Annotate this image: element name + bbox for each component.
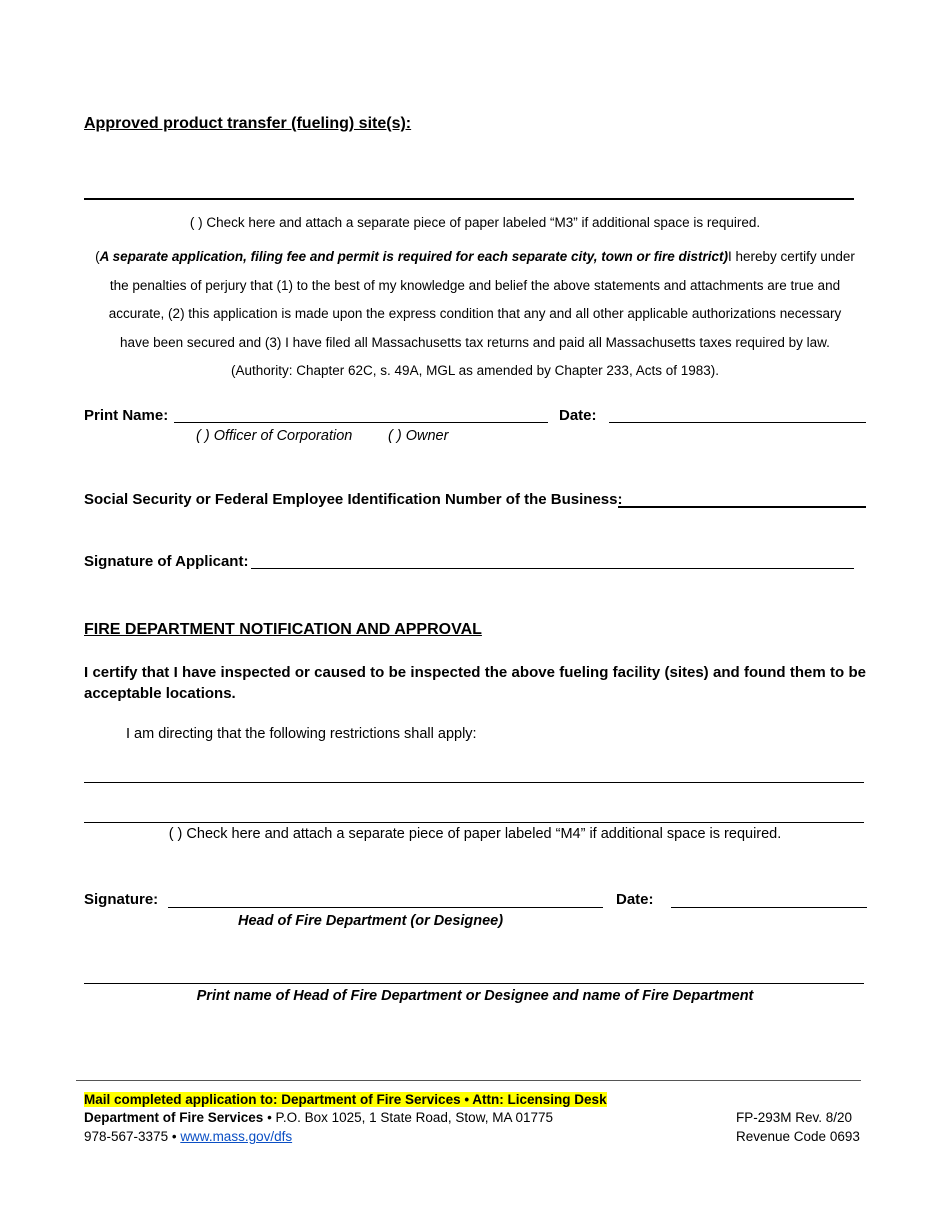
check-m4-text: ( ) Check here and attach a separate piece of paper labeled “M4” if additional space is required. bbox=[168, 826, 782, 842]
restrictions-text: I am directing that the following restrictions shall apply: bbox=[126, 726, 477, 742]
dept-address: • P.O. Box 1025, 1 State Road, Stow, MA 01775 bbox=[263, 1110, 553, 1125]
print-name-fire-caption: Print name of Head of Fire Department or Designee and name of Fire Department bbox=[196, 988, 754, 1004]
mail-instruction-text: Mail completed application to: Department of Fire Services • Attn: Licensing Desk bbox=[84, 1092, 607, 1107]
sites-heading: Approved product transfer (fueling) site(s): bbox=[84, 115, 412, 132]
certification-line-4: have been secured and (3) I have filed all Massachusetts tax returns and paid all Massachusetts taxes required by law. bbox=[120, 334, 830, 350]
applicant-signature-label: Signature of Applicant: bbox=[84, 553, 249, 570]
phone-number: 978-567-3375 • bbox=[84, 1129, 181, 1144]
certification-line-1 bbox=[76, 243, 874, 272]
restrictions-line-2[interactable] bbox=[84, 822, 864, 823]
ssn-field[interactable] bbox=[618, 506, 866, 508]
head-of-fire-caption: Head of Fire Department (or Designee) bbox=[238, 913, 504, 929]
sites-entry-line[interactable] bbox=[84, 198, 854, 200]
certification-line-3: accurate, (2) this application is made upon the express condition that any and all other applicable authorizations necessary bbox=[108, 306, 842, 321]
footer-divider bbox=[76, 1080, 861, 1081]
form-number: FP-293M Rev. 8/20 bbox=[736, 1110, 853, 1125]
dept-address-line bbox=[84, 1110, 553, 1125]
mail-instruction bbox=[84, 1091, 607, 1109]
fire-dept-heading: FIRE DEPARTMENT NOTIFICATION AND APPROVAL bbox=[84, 621, 482, 638]
contact-line bbox=[84, 1129, 292, 1144]
website-link[interactable]: www.mass.gov/dfs bbox=[180, 1129, 293, 1144]
separate-application-note: A separate application, filing fee and permit is required for each separate city, town or fire district) bbox=[99, 249, 729, 264]
date-label: Date: bbox=[559, 407, 597, 424]
revenue-code: Revenue Code 0693 bbox=[736, 1129, 860, 1144]
print-name-label: Print Name: bbox=[84, 407, 169, 424]
check-m3-text: ( ) Check here and attach a separate piece of paper labeled “M3” if additional space is required. bbox=[189, 215, 761, 230]
officer-checkbox[interactable]: ( ) Officer of Corporation bbox=[196, 428, 353, 444]
fire-date-label: Date: bbox=[616, 891, 654, 908]
ssn-label: Social Security or Federal Employee Identification Number of the Business: bbox=[84, 491, 623, 508]
fire-signature-field[interactable] bbox=[168, 907, 603, 908]
fire-dept-certify: I certify that I have inspected or caused to be inspected the above fueling facility (sites) and found them to be acceptable locations. bbox=[84, 664, 866, 702]
owner-checkbox[interactable]: ( ) Owner bbox=[388, 428, 449, 444]
print-name-field[interactable] bbox=[174, 422, 548, 423]
fire-date-field[interactable] bbox=[671, 907, 867, 908]
dept-name: Department of Fire Services bbox=[84, 1110, 264, 1125]
print-name-fire-field[interactable] bbox=[84, 983, 864, 984]
open-paren: ( bbox=[95, 249, 100, 264]
applicant-signature-field[interactable] bbox=[251, 568, 854, 569]
certification-line-2: the penalties of perjury that (1) to the best of my knowledge and belief the above statements and attachments are true and bbox=[109, 277, 841, 293]
certify-start: I hereby certify under bbox=[728, 249, 855, 264]
certification-block bbox=[76, 243, 874, 386]
authority-line: (Authority: Chapter 62C, s. 49A, MGL as amended by Chapter 233, Acts of 1983). bbox=[230, 363, 719, 378]
fire-signature-label: Signature: bbox=[84, 891, 159, 908]
restrictions-line-1[interactable] bbox=[84, 782, 864, 783]
date-field[interactable] bbox=[609, 422, 866, 423]
